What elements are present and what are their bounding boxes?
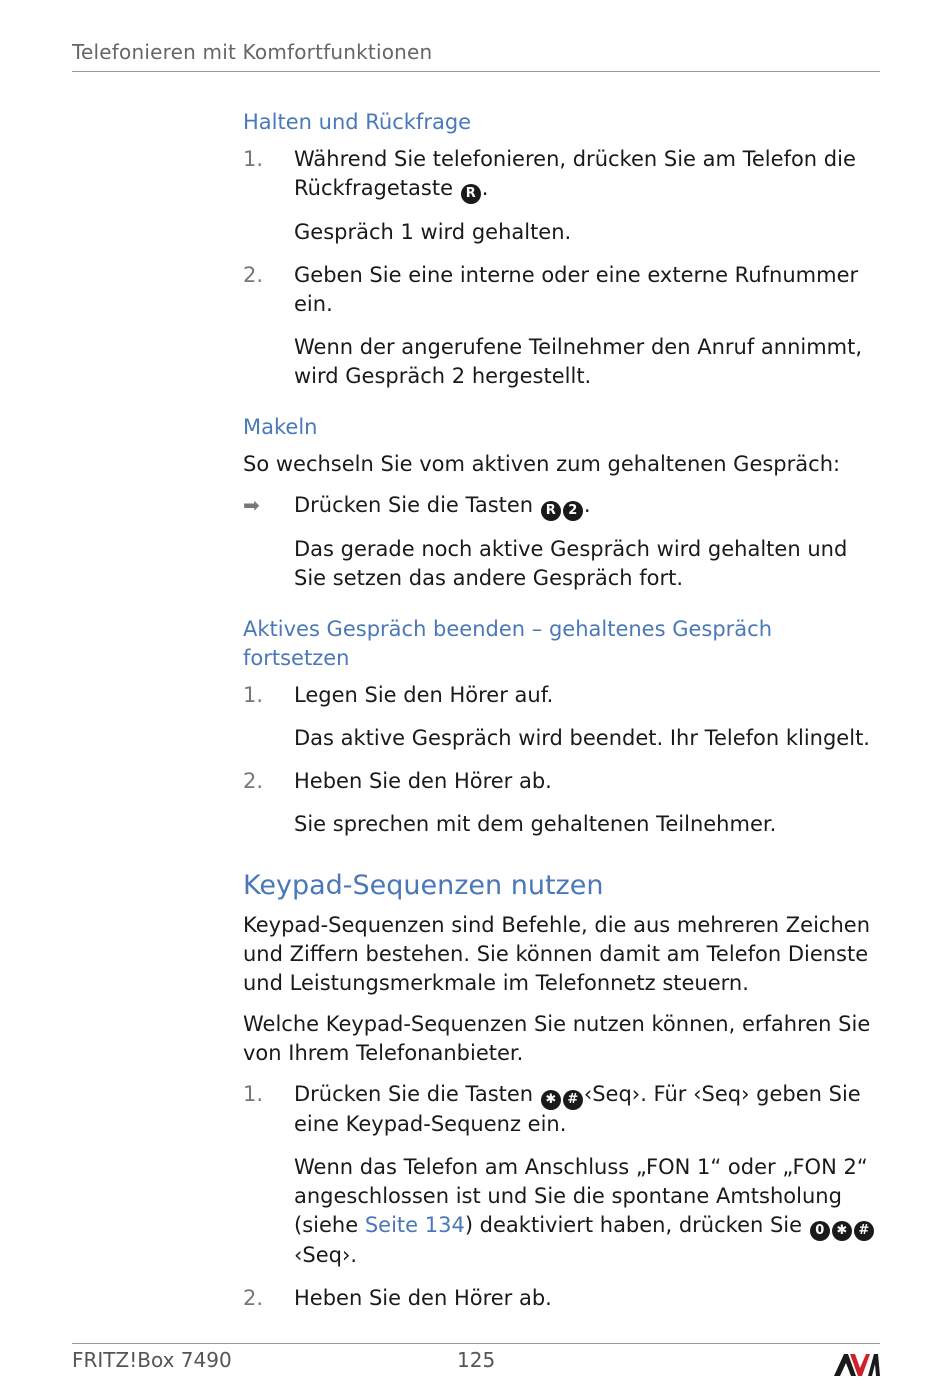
page-content [243,108,883,1327]
paragraph: Keypad-Sequenzen sind Befehle, die aus mehreren Zeichen und Ziffern bestehen. Sie können damit am Telefon Dienste und Leistungsmerkmale im Telefonnetz steuern. [243,913,871,995]
step-text: Geben Sie eine interne oder eine externe Rufnummer ein. [294,263,859,316]
avm-logo-icon [832,1350,882,1378]
step-result: Das aktive Gespräch wird beendet. Ihr Telefon klingelt. [294,726,870,750]
footer-divider [72,1343,880,1344]
running-header: Telefonieren mit Komfortfunktionen [72,40,433,64]
paragraph: Welche Keypad-Sequenzen Sie nutzen können, erfahren Sie von Ihrem Telefonanbieter. [243,1012,871,1065]
step-number: 2. [243,263,264,287]
section-title-makeln: Makeln [243,415,318,439]
r-key-icon: R [541,501,561,521]
section-title-halten: Halten und Rückfrage [243,110,472,134]
hash-key-icon: # [563,1090,583,1110]
footer-product-name: FRITZ!Box 7490 [72,1348,232,1372]
section-title-beenden: Aktives Gespräch beenden – gehaltenes Gespräch fortsetzen [243,617,773,670]
step-number: 1. [243,147,264,171]
page-reference-link[interactable]: Seite 134 [364,1213,465,1237]
section-title-keypad: Keypad-Sequenzen nutzen [243,870,604,901]
step-number: 2. [243,1286,264,1310]
step [243,767,883,796]
star-key-icon: ✱ [832,1221,852,1241]
arrow-right-icon: ➡ [243,493,260,517]
step-text: Drücken Sie die Tasten R 2 . [294,491,883,521]
step-result: Das gerade noch aktive Gespräch wird gehalten und Sie setzen das andere Gespräch fort. [294,537,848,590]
step [243,145,883,204]
step [243,1080,883,1139]
step [243,261,883,319]
step-text: Drücken Sie die Tasten ✱ # ‹Seq›. Für ‹Seq› geben Sie eine Keypad-Sequenz ein. [294,1082,861,1136]
step-note: Wenn das Telefon am Anschluss „FON 1“ oder „FON 2“ angeschlossen ist und Sie die spontane Amtsholung (siehe Seite 134) deaktiviert haben, drücken Sie 0 ✱ #‹Seq›. [294,1153,883,1270]
page-number: 125 [457,1348,496,1372]
step-result: Gespräch 1 wird gehalten. [294,220,572,244]
step-text: Heben Sie den Hörer ab. [294,769,552,793]
digit-2-key-icon: 2 [563,501,583,521]
digit-0-key-icon: 0 [810,1221,830,1241]
intro-text: So wechseln Sie vom aktiven zum gehaltenen Gespräch: [243,452,841,476]
header-divider [72,71,880,72]
step [243,1284,883,1313]
hash-key-icon: # [854,1221,874,1241]
step-number: 1. [243,683,264,707]
step-number: 1. [243,1082,264,1106]
action-step [243,491,883,521]
step-result: Sie sprechen mit dem gehaltenen Teilnehmer. [294,812,777,836]
r-key-icon: R [461,184,481,204]
step [243,681,883,710]
step-number: 2. [243,769,264,793]
step-text: Während Sie telefonieren, drücken Sie am Telefon die Rückfragetaste R . [294,145,883,204]
star-key-icon: ✱ [541,1090,561,1110]
step-result: Wenn der angerufene Teilnehmer den Anruf annimmt, wird Gespräch 2 hergestellt. [294,335,863,388]
step-text: Heben Sie den Hörer ab. [294,1286,552,1310]
step-text: Legen Sie den Hörer auf. [294,683,554,707]
